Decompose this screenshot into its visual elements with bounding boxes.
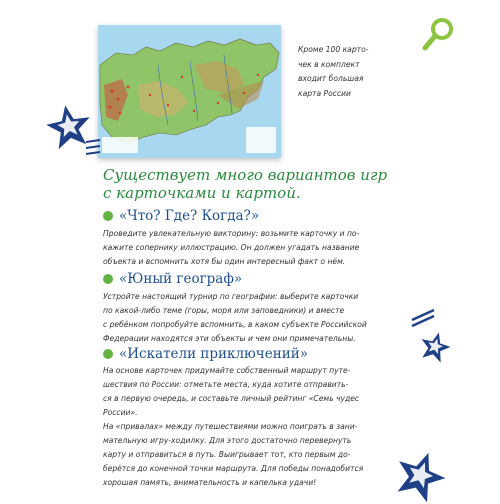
text-line: кажите сопернику иллюстрацию. Он должен угадать название bbox=[103, 243, 360, 252]
heading-line: с карточками и картой. bbox=[103, 184, 301, 202]
text-line: На основе карточек придумайте собственный маршрут путе- bbox=[103, 366, 351, 375]
text-line: хорошая память, внимательность и капелька удачи! bbox=[103, 478, 317, 487]
text-line: по какой-либо теме (горы, моря или заповедники) и вместе bbox=[103, 306, 345, 315]
russia-map-graphic bbox=[98, 25, 281, 158]
magnifier-icon bbox=[420, 14, 460, 54]
section-text-young-geographer bbox=[103, 290, 399, 346]
text-line: с ребёнком попробуйте вспомнить, в каком субъекте Российской bbox=[103, 320, 367, 329]
caption-line: карта России bbox=[298, 88, 351, 98]
section-text-what-where-when bbox=[103, 227, 399, 269]
wave-stripe-icon bbox=[84, 138, 102, 160]
caption-line: Кроме 100 карто- bbox=[298, 45, 369, 54]
section-title-text: «Юный географ» bbox=[119, 271, 243, 287]
section-title-text: «Искатели приключений» bbox=[119, 346, 308, 362]
text-line: берётся до конечной точки маршрута. Для победы понадобится bbox=[103, 464, 364, 473]
section-title-text: «Что? Где? Когда?» bbox=[119, 208, 260, 224]
text-line: Федерации находятся эти объекты и чем они примечательны. bbox=[103, 334, 356, 343]
games-heading bbox=[103, 166, 403, 202]
bullet-icon bbox=[103, 274, 113, 284]
text-line: карту и отправиться в путь. Выигрывает тот, кто первым до- bbox=[103, 450, 351, 459]
section-text-adventure-seekers bbox=[103, 364, 399, 490]
text-line: объекта и вспомнить хотя бы один интересный факт о нём. bbox=[103, 257, 346, 266]
section-title-what-where-when bbox=[103, 208, 259, 224]
map-caption bbox=[298, 43, 408, 101]
bullet-icon bbox=[103, 349, 113, 359]
bullet-icon bbox=[103, 211, 113, 221]
text-line: ся в первую очередь, и составьте личный рейтинг «Семь чудес bbox=[103, 394, 360, 403]
heading-line: Существует много вариантов игр bbox=[103, 166, 388, 184]
text-line: шествия по России: отметьте места, куда хотите отправить- bbox=[103, 380, 349, 389]
section-title-young-geographer bbox=[103, 271, 242, 287]
wave-stripe-icon bbox=[408, 300, 438, 328]
text-line: Проведите увлекательную викторину: возьмите карточку и по- bbox=[103, 229, 360, 238]
text-line: На «привалах» между путешествиями можно поиграть в зани- bbox=[103, 422, 358, 431]
star-icon bbox=[418, 330, 452, 364]
text-line: России». bbox=[103, 408, 138, 417]
section-title-adventure-seekers bbox=[103, 346, 308, 362]
caption-line: входит большая bbox=[298, 74, 364, 83]
text-line: Устройте настоящий турнир по географии: выберите карточки bbox=[103, 292, 359, 301]
russia-map bbox=[98, 25, 281, 158]
text-line: мательную игру-ходилку. Для этого достаточно перевернуть bbox=[103, 436, 352, 445]
caption-line: чек в комплект bbox=[298, 59, 360, 69]
star-icon bbox=[392, 448, 448, 504]
